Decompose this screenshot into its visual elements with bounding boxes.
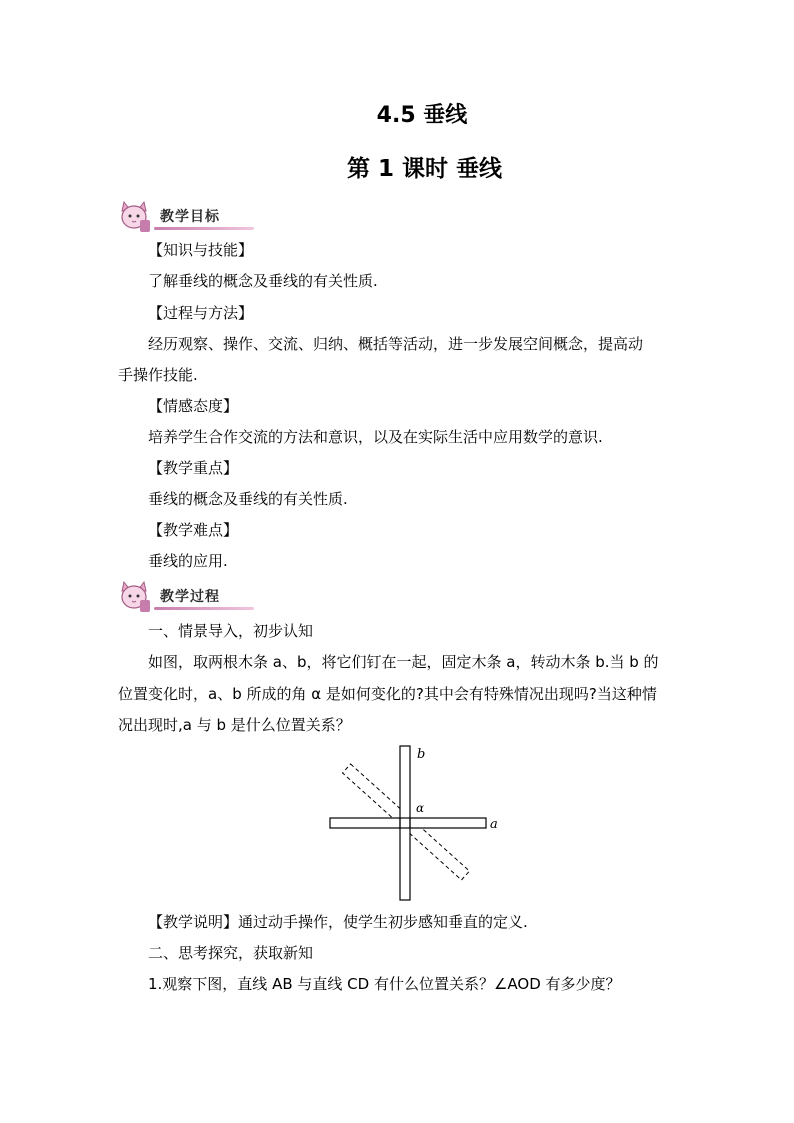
question-1: 1.观察下图，直线 AB 与直线 CD 有什么位置关系？∠AOD 有多少度？: [148, 975, 621, 993]
part1-text-line2: 位置变化时，a、b 所成的角 α 是如何变化的?其中会有特殊情况出现吗?当这种情: [118, 685, 657, 703]
section-header-process: [118, 578, 248, 614]
attitude-heading: 【情感态度】: [148, 397, 239, 415]
label-b: b: [417, 747, 426, 762]
label-alpha: α: [416, 801, 425, 815]
part2-heading: 二、思考探究，获取新知: [148, 944, 314, 962]
difficulty-text: 垂线的应用.: [148, 552, 228, 570]
section-label-process: 教学过程: [160, 589, 220, 605]
process-method-text-line1: 经历观察、操作、交流、归纳、概括等活动，进一步发展空间概念，提高动: [148, 335, 644, 353]
key-point-text: 垂线的概念及垂线的有关性质.: [148, 490, 348, 508]
process-method-heading: 【过程与方法】: [148, 304, 254, 322]
cat-mascot-icon: [118, 578, 154, 614]
process-method-text-line2: 手操作技能.: [118, 366, 198, 384]
knowledge-text: 了解垂线的概念及垂线的有关性质.: [148, 272, 378, 290]
teaching-note: 【教学说明】通过动手操作，使学生初步感知垂直的定义.: [148, 913, 528, 931]
cat-mascot-icon: [118, 198, 154, 234]
lesson-subtitle: 第 1 课时 垂线: [346, 156, 503, 182]
section-underline: [154, 227, 254, 230]
knowledge-heading: 【知识与技能】: [148, 241, 254, 259]
part1-text-line3: 况出现时,a 与 b 是什么位置关系？: [118, 716, 351, 734]
lesson-title: 4.5 垂线: [376, 103, 468, 128]
difficulty-heading: 【教学难点】: [148, 521, 239, 539]
strip-b: [400, 746, 410, 900]
key-point-heading: 【教学重点】: [148, 459, 239, 477]
part1-heading: 一、情景导入，初步认知: [148, 622, 314, 640]
section-underline: [154, 607, 254, 610]
wooden-strips-figure: [320, 740, 520, 910]
attitude-text: 培养学生合作交流的方法和意识，以及在实际生活中应用数学的意识.: [148, 428, 603, 446]
section-header-objectives: [118, 198, 248, 234]
part1-text-line1: 如图，取两根木条 a、b，将它们钉在一起，固定木条 a，转动木条 b.当 b 的: [148, 653, 659, 671]
section-label-objectives: 教学目标: [160, 209, 220, 225]
label-a: a: [490, 817, 498, 832]
